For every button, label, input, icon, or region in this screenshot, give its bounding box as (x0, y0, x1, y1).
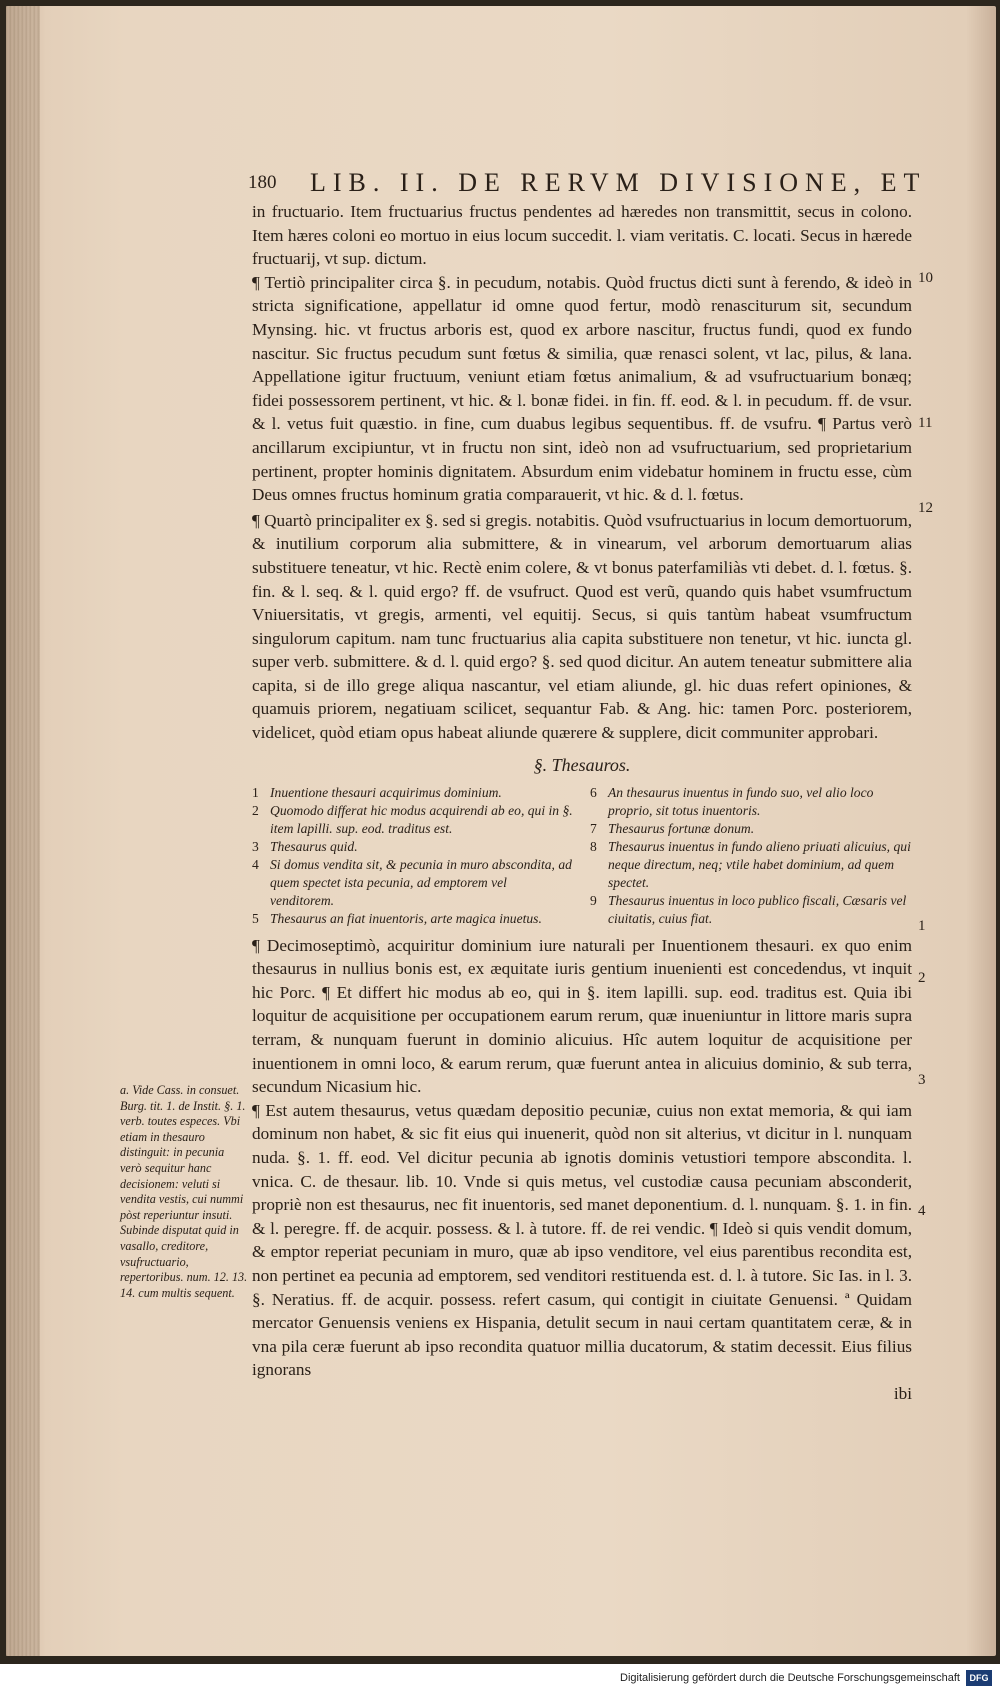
margin-number: 12 (918, 500, 933, 516)
main-text (252, 200, 912, 1406)
summary-item-text: Thesaurus inuentus in loco publico fiscali, Cæsaris vel ciuitatis, cuius fiat. (608, 892, 907, 926)
margin-number: 4 (918, 1203, 926, 1219)
margin-number: 1 (918, 918, 926, 934)
summary-item-text: An thesaurus inuentus in fundo suo, vel alio loco proprio, sit totus inuentoris. (608, 784, 874, 818)
paragraph-1: in fructuario. Item fructuarius fructus pendentes ad hæredes non transmittit, secus in colono. Item hæres coloni eo mortuo in eius locum succedit. l. viam veritatis. C. locati. Secus in hærede fructuarij, vt sup. dictum. (252, 202, 912, 269)
footer-bar (0, 1664, 1000, 1694)
summary-item-text: Thesaurus inuentus in fundo alieno priuati alicuius, qui neque directum, neq; vtile habet dominium, ad quem spectet. (608, 838, 911, 890)
summary-item (252, 802, 574, 838)
summary-item-text: Si domus vendita sit, & pecunia in muro abscondita, ad quem spectet ista pecunia, ad emptorem vel venditorem. (270, 856, 572, 908)
catchword: ibi (893, 1383, 912, 1403)
summary-item-number: 6 (590, 784, 597, 800)
summary-item-text: Quomodo differat hic modus acquirendi ab eo, qui in §. item lapilli. sup. eod. traditus est. (270, 802, 573, 836)
summary-item-number: 8 (590, 838, 597, 854)
paragraph-3: ¶ Quartò principaliter ex §. sed si gregis. notabitis. Quòd vsufructuarius in locum demortuorum, & inutilium corporum alia submittere, & in vinearum, vel arborum demortuarum alias substituere teneatur, vt hic. Rectè enim colere, & vt bonus paterfamiliàs vti debet. d. l. fœtus. §. fin. & l. seq. & l. quid ergo? ff. de vsufruct. Quod est verũ, quando quis habet vsumfructum Vniuersitatis, vt gregis, armenti, vel equitij. Secus, si quis tantùm habeat vsumfructum singulorum capitum. nam tunc fructuarius alia capita substituere non tenetur, vt hic. iuncta gl. super verb. submittere. & d. l. quid ergo? §. sed quod dicitur. An autem teneatur submittere alia capita, si de illo grege aliqua nascantur, vel etiam aliunde, gl. hic duas refert opiniones, & quamuis priorem, negatiuam scilicet, sequantur Fab. & Ang. hic: tamen Porc. posteriorem, videlicet, quòd etiam opus habeat aliunde quærere & supplere, dicit communiter approbari. (252, 510, 912, 743)
summary-item-number: 1 (252, 784, 259, 800)
summary-item (590, 838, 912, 892)
margin-number: 10 (918, 270, 933, 286)
summary-item-text: Inuentione thesauri acquirimus dominium. (270, 784, 502, 800)
running-head: LIB. II. DE RERVM DIVISIONE, ET (310, 168, 927, 197)
summary-item (590, 892, 912, 928)
margin-number: 3 (918, 1072, 926, 1088)
margin-number: 2 (918, 970, 926, 986)
summary-item-text: Thesaurus quid. (270, 838, 358, 854)
summary-item-number: 5 (252, 910, 259, 926)
margin-note-text: a. Vide Cass. in consuet. Burg. tit. 1. de Instit. §. 1. verb. toutes especes. Vbi etiam in thesauro distinguit: in pecunia verò sequitur hanc decisionem: veluti si vendita vestis, cui nummi pòst reperiuntur insuti. Subinde disputat quid in vasallo, creditore, vsufructuario, repertoribus. num. 12. 13. 14. cum multis sequent. (120, 1083, 248, 1300)
paragraph-5: ¶ Est autem thesaurus, vetus quædam depositio pecuniæ, cuius non extat memoria, & qui iam dominum non habet, & sic fit eius qui inuenerit, quòd non sit alterius, vt dicitur in l. nunquam nuda. §. 1. ff. eod. Vel dicitur pecunia ab ignotis dominis vetustiori tempore abscondita. l. vnica. C. de thesaur. lib. 10. Vnde si quis metus, vel custodiæ causa pecuniam absconderit, propriè non est thesaurus, nec fit inuentoris, sed manet deponentium. d. l. nunquam. §. 1. in fin. & l. peregre. ff. de acquir. possess. & l. à tutore. ff. de rei vendic. ¶ Ideò si quis vendit domum, & emptor reperiat pecuniam in muro, quæ ab ipso venditore, vel eius parentibus recondita est, non pertinet ea pecunia ad emptorem, sed venditori restituenda est. d. l. à tutore. Sic Ias. in l. 3. §. Neratius. ff. de acquir. possess. refert casum, qui contigit in ciuitate Genuensi. ª Quidam mercator Genuensis veniens ex Hispania, detulit secum in naui certam quantitatem ceræ, & in vna pila ceræ fuerunt ab ipso recondita quatuor millia ducatorum, & statim decessit. Eius filius ignorans (252, 1100, 912, 1380)
paragraph-4: ¶ Decimoseptimò, acquiritur dominium iure naturali per Inuentionem thesauri. ex quo enim thesaurus in nullius bonis est, ex æquitate iuris gentium inuenienti est concedendus, vt inquit hic Porc. ¶ Et differt hic modus ab eo, qui in §. item lapilli. sup. eod. traditus est. Quia ibi loquitur de acquisitione per occupationem earum rerum, quæ inueniuntur in littore maris supra terram, & nunquam fuerunt in dominio alicuius. Hîc autem loquitur de acquisitione per inuentionem in omni loco, & earum rerum, quæ fuerunt antea in alicuius dominio, & sub terra, secundum Nicasium hic. (252, 935, 912, 1097)
page-header (248, 168, 927, 198)
section-title: §. Thesauros. (533, 754, 631, 775)
summary-column-right (590, 784, 912, 928)
summary-item-number: 3 (252, 838, 259, 854)
summary-item (590, 820, 912, 838)
summary-item-number: 4 (252, 856, 259, 872)
margin-note (120, 1083, 248, 1301)
summary-item-text: Thesaurus an fiat inuentoris, arte magica inuetus. (270, 910, 542, 926)
summary-item (590, 784, 912, 820)
summary-item (252, 784, 574, 802)
summary-item (252, 856, 574, 910)
summary-item (252, 838, 574, 856)
summary-item-number: 7 (590, 820, 597, 836)
dfg-logo: DFG (966, 1670, 992, 1686)
paragraph-2: ¶ Tertiò principaliter circa §. in pecudum, notabis. Quòd fructus dicti sunt à ferendo, & ideò in stricta significatione, appellatur id omne quod fertur, modò renasciturum sit, secundum Mynsing. hic. vt fructus arboris est, quod ex arbore nascitur, fructus fundi, quod ex fundo nascitur. Sic fructus pecudum sunt fœtus & similia, quæ renasci solent, vt lac, pilus, & lana. Appellatione igitur fructuum, veniunt etiam fœtus animalium, & ad vsufructuarium bonæq; fidei possessorem pertinent, vt hic. & l. bonæ fidei. in fin. ff. eod. & l. in pecudum. ff. de vsur. & l. vetus fuit quæstio. in fine, cum duabus legibus sequentibus. ff. de vsufru. ¶ Partus verò ancillarum excipiuntur, vt in fructu non sint, ideò non ad vsufructuarium, sed proprietarium pertinent, propter hominis dignitatem. Absurdum enim videbatur hominem in fructu esse, cùm Deus omnes fructus hominum gratia comparauerit, vt hic. & d. l. fœtus. (252, 272, 912, 505)
summary-list (252, 784, 912, 928)
page-number: 180 (248, 172, 277, 193)
margin-number: 11 (918, 415, 933, 431)
summary-item (252, 910, 574, 928)
summary-item-text: Thesaurus fortunæ donum. (608, 820, 755, 836)
summary-column-left (252, 784, 574, 928)
summary-item-number: 2 (252, 802, 259, 818)
summary-item-number: 9 (590, 892, 597, 908)
page-edge-shadow (6, 6, 40, 1656)
footer-credit: Digitalisierung gefördert durch die Deutsche Forschungsgemeinschaft (620, 1672, 960, 1684)
